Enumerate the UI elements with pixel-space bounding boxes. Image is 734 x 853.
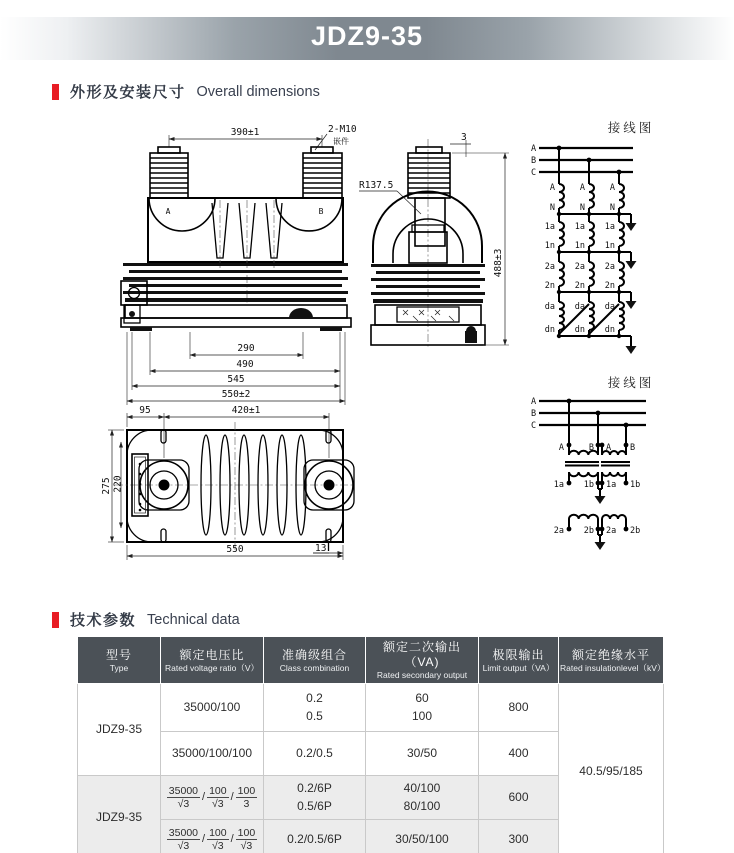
col-header-limit-zh: 极限输出 — [492, 647, 545, 662]
cell-r4-ratio — [161, 820, 264, 853]
front-view — [121, 124, 357, 405]
w1-c3-da: da — [604, 302, 615, 312]
col-header-type-en: Type — [109, 662, 129, 673]
col-header-ratio-zh: 额定电压比 — [179, 647, 245, 662]
w1-c2-2a: 2a — [574, 262, 585, 272]
dim-550-2: 550±2 — [221, 389, 251, 400]
col-header-class-zh: 准确级组合 — [281, 647, 347, 662]
dim-290: 290 — [237, 343, 255, 354]
page-title: JDZ9-35 — [310, 21, 424, 51]
wiring2-bus — [531, 397, 646, 431]
col-header-class — [264, 637, 366, 684]
col-header-insulation — [559, 637, 664, 684]
cell-r3-output-l1: 40/100 — [403, 781, 441, 796]
dim-545: 545 — [227, 374, 245, 385]
w2-t2-a: A — [606, 443, 612, 453]
w1-c2-a: A — [579, 183, 585, 193]
w1-c3-2a: 2a — [604, 262, 615, 272]
header-banner — [0, 17, 734, 60]
cell-r2-output: 30/50 — [366, 732, 479, 776]
cell-r1-class-l1: 0.2 — [306, 691, 323, 706]
fraction-sep: / — [202, 832, 206, 845]
callout-2-m10: 2-M10 — [328, 124, 357, 135]
w2-2b-right: 2b — [630, 526, 641, 536]
section-technical-en: Technical data — [147, 611, 240, 628]
w1-c3-1a: 1a — [604, 222, 615, 232]
col-header-output — [366, 637, 479, 684]
red-bullet-icon — [52, 84, 59, 100]
dim-420: 420±1 — [231, 405, 261, 416]
w1-c1-1a: 1a — [544, 222, 555, 232]
col-header-class-en: Class combination — [279, 662, 350, 673]
w2-1b-right: 1b — [630, 480, 641, 490]
w1-c2-2n: 2n — [574, 281, 585, 291]
cell-r1-output-l1: 60 — [415, 691, 429, 706]
wiring2-title: 接线图 — [607, 376, 655, 390]
col-header-type-zh: 型号 — [105, 647, 132, 662]
wiring-diagram-1 — [528, 118, 734, 374]
cell-r4-output: 30/50/100 — [366, 820, 479, 853]
cell-r1-output-l2: 100 — [411, 708, 433, 723]
w1-c2-n: N — [579, 203, 585, 213]
cell-r3-output-l2: 80/100 — [403, 798, 441, 813]
w1-c1-da: da — [544, 302, 555, 312]
col-header-output-en: Rated secondary output — [376, 670, 468, 680]
top-view — [101, 405, 355, 560]
w1-c3-dn: dn — [604, 325, 615, 335]
cell-r2-limit: 400 — [479, 732, 559, 776]
wiring-diagram-2 — [528, 373, 734, 573]
dim-13: 13 — [315, 543, 327, 554]
dimension-views-drawing — [75, 113, 535, 583]
section-dimensions-zh: 外形及安装尺寸 — [70, 84, 186, 101]
fraction-sep: / — [202, 790, 206, 803]
cell-r2-ratio: 35000/100/100 — [161, 732, 264, 776]
col-header-limit-en: Limit output（VA） — [482, 662, 555, 673]
fraction: $\frac{35000}{√3}$ — [168, 785, 198, 811]
ground-icon — [595, 496, 606, 504]
cell-insulation: 40.5/95/185 — [559, 684, 664, 853]
w1-c2-dn: dn — [574, 325, 585, 335]
front-secondary-terminal-dome — [289, 308, 313, 318]
w1-c1-a: A — [549, 183, 555, 193]
wiring1-phase-a: A — [531, 144, 537, 154]
wiring2-transformers — [565, 451, 630, 496]
front-fins — [212, 200, 282, 303]
section-dimensions-heading — [52, 81, 320, 102]
front-terminal-b-label: B — [318, 207, 324, 216]
section-technical-heading — [52, 609, 240, 630]
fraction-sep: / — [230, 790, 234, 803]
dim-490: 490 — [236, 359, 254, 370]
w1-c1-2a: 2a — [544, 262, 555, 272]
dim-95: 95 — [139, 405, 151, 416]
top-terminal-strip — [132, 454, 148, 516]
dim-r137: R137.5 — [359, 180, 394, 191]
cell-r3-output — [366, 776, 479, 820]
front-terminal-a-label: A — [165, 207, 171, 216]
w2-1a-right: 1a — [606, 480, 617, 490]
front-bushing-left — [150, 147, 188, 198]
dim-275: 275 — [101, 477, 112, 495]
cell-type-group1: JDZ9-35 — [78, 684, 161, 776]
cell-r1-class — [264, 684, 366, 732]
w1-c1-dn: dn — [544, 325, 555, 335]
cell-r3-class — [264, 776, 366, 820]
col-header-output-zh: 额定二次输出（VA) — [382, 640, 461, 669]
wiring2-phase-b: B — [531, 409, 537, 419]
dim-220: 220 — [112, 475, 124, 493]
cell-r1-ratio: 35000/100 — [161, 684, 264, 732]
ground-icon — [626, 214, 637, 354]
fraction: $\frac{100}{√3}$ — [209, 827, 227, 853]
side-foot — [465, 326, 477, 343]
side-view — [359, 132, 509, 348]
dim-550: 550 — [226, 544, 244, 555]
cell-r1-class-l2: 0.5 — [306, 708, 323, 723]
fraction: $\frac{100}{√3}$ — [209, 785, 227, 811]
col-header-insulation-zh: 额定绝缘水平 — [571, 647, 650, 662]
w1-c1-n: N — [549, 203, 555, 213]
w2-2a-right: 2a — [606, 526, 617, 536]
w1-c3-2n: 2n — [604, 281, 615, 291]
cell-r3-class-l1: 0.2/6P — [297, 781, 332, 796]
dim-390: 390±1 — [230, 127, 260, 138]
section-dimensions-en: Overall dimensions — [196, 83, 320, 100]
w2-2b-left: 2b — [583, 526, 594, 536]
wiring2-phase-a: A — [531, 397, 537, 407]
side-bolt-plate-hatch — [403, 310, 454, 321]
cell-r3-limit: 600 — [479, 776, 559, 820]
col-header-insulation-en: Rated insulationlevel（kV） — [560, 662, 666, 673]
cell-type-group2: JDZ9-35 — [78, 776, 161, 853]
col-header-ratio — [161, 637, 264, 684]
w1-c3-n: N — [609, 203, 615, 213]
front-rib-stack — [123, 263, 348, 302]
cell-r1-limit: 800 — [479, 684, 559, 732]
fraction: $\frac{100}{√3}$ — [237, 827, 256, 853]
fraction: $\frac{100}{3}$ — [237, 785, 256, 811]
dim-3: 3 — [461, 132, 467, 143]
cell-r2-class: 0.2/0.5 — [264, 732, 366, 776]
w1-c1-1n: 1n — [544, 241, 555, 251]
cell-r4-limit: 300 — [479, 820, 559, 853]
w1-c2-1a: 1a — [574, 222, 585, 232]
w1-c3-1n: 1n — [604, 241, 615, 251]
fraction: $\frac{35000}{√3}$ — [168, 827, 198, 853]
w1-c2-1n: 1n — [574, 241, 585, 251]
wiring2-phase-c: C — [531, 421, 537, 431]
cell-r3-ratio — [161, 776, 264, 820]
callout-insert: 嵌件 — [333, 137, 349, 146]
col-header-ratio-en: Rated voltage ratio（V） — [164, 662, 260, 673]
red-bullet-icon — [52, 612, 59, 628]
w1-c3-a: A — [609, 183, 615, 193]
col-header-limit — [479, 637, 559, 684]
cell-r1-output — [366, 684, 479, 732]
wiring1-phase-b: B — [531, 156, 537, 166]
technical-data-table — [77, 636, 664, 853]
table-row — [78, 684, 664, 732]
front-bushing-right — [303, 147, 342, 198]
wiring1-phase-c: C — [531, 168, 537, 178]
col-header-type — [78, 637, 161, 684]
ground-icon — [595, 542, 606, 550]
w1-c2-da: da — [574, 302, 585, 312]
section-technical-zh: 技术参数 — [70, 612, 137, 629]
w1-c1-2n: 2n — [544, 281, 555, 291]
table-header-row — [78, 637, 664, 684]
wiring1-title: 接线图 — [607, 121, 655, 135]
dim-488: 488±3 — [493, 248, 504, 278]
w2-1b-left: 1b — [583, 480, 594, 490]
w2-t1-a: A — [558, 443, 564, 453]
wiring1-bus — [531, 144, 633, 178]
fraction-sep: / — [230, 832, 234, 845]
cell-r3-class-l2: 0.5/6P — [297, 798, 332, 813]
cell-r4-class: 0.2/0.5/6P — [264, 820, 366, 853]
w2-t1-b: B — [588, 443, 594, 453]
w2-2a-left: 2a — [553, 526, 564, 536]
w2-t2-b: B — [630, 443, 636, 453]
w2-1a-left: 1a — [553, 480, 564, 490]
